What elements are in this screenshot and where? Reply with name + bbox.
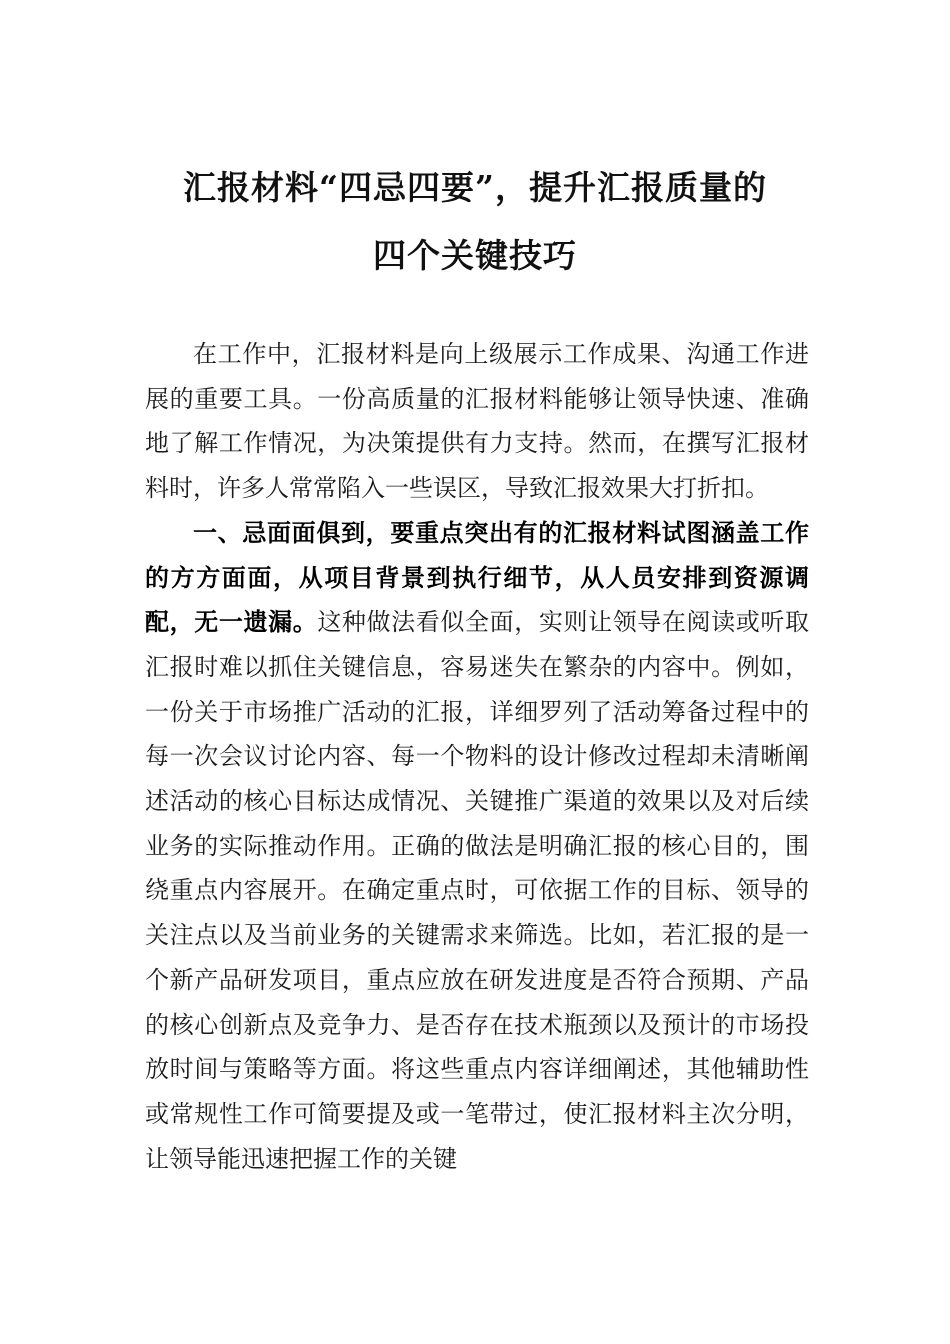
paragraph-intro: [145, 332, 809, 511]
section-one-text: 这种做法看似全面，实则让领导在阅读或听取汇报时难以抓住关键信息，容易迷失在繁杂的内容中。例如，一份关于市场推广活动的汇报，详细罗列了活动筹备过程中的每一次会议讨论内容、每一个物料的设计修改过程却未清晰阐述活动的核心目标达成情况、关键推广渠道的效果以及对后续业务的实际推动作用。正确的做法是明确汇报的核心目的，围绕重点内容展开。在确定重点时，可依据工作的目标、领导的关注点以及当前业务的关键需求来筛选。比如，若汇报的是一个新产品研发项目，重点应放在研发进度是否符合预期、产品的核心创新点及竞争力、是否存在技术瓶颈以及预计的市场投放时间与策略等方面。将这些重点内容详细阐述，其他辅助性或常规性工作可简要提及或一笔带过，使汇报材料主次分明，让领导能迅速把握工作的关键: [145, 608, 810, 1173]
paragraph-section-one: [145, 511, 809, 1182]
document-body: [145, 332, 809, 1181]
document-title-line-1: 汇报材料“四忌四要”，提升汇报质量的: [183, 168, 767, 207]
document-title-line-2: 四个关键技巧: [373, 236, 577, 275]
section-one-heading: 一、忌面面俱到，要重点突出有的汇报材料试图涵盖工作的方方面面，从项目背景到执行细节，从人员安排到资源调配，无一遗漏。: [145, 518, 809, 637]
paragraph-intro-text: 在工作中，汇报材料是向上级展示工作成果、沟通工作进展的重要工具。一份高质量的汇报材料能够让领导快速、准确地了解工作情况，为决策提供有力支持。然而，在撰写汇报材料时，许多人常常陷入一些误区，导致汇报效果大打折扣。: [145, 340, 809, 503]
